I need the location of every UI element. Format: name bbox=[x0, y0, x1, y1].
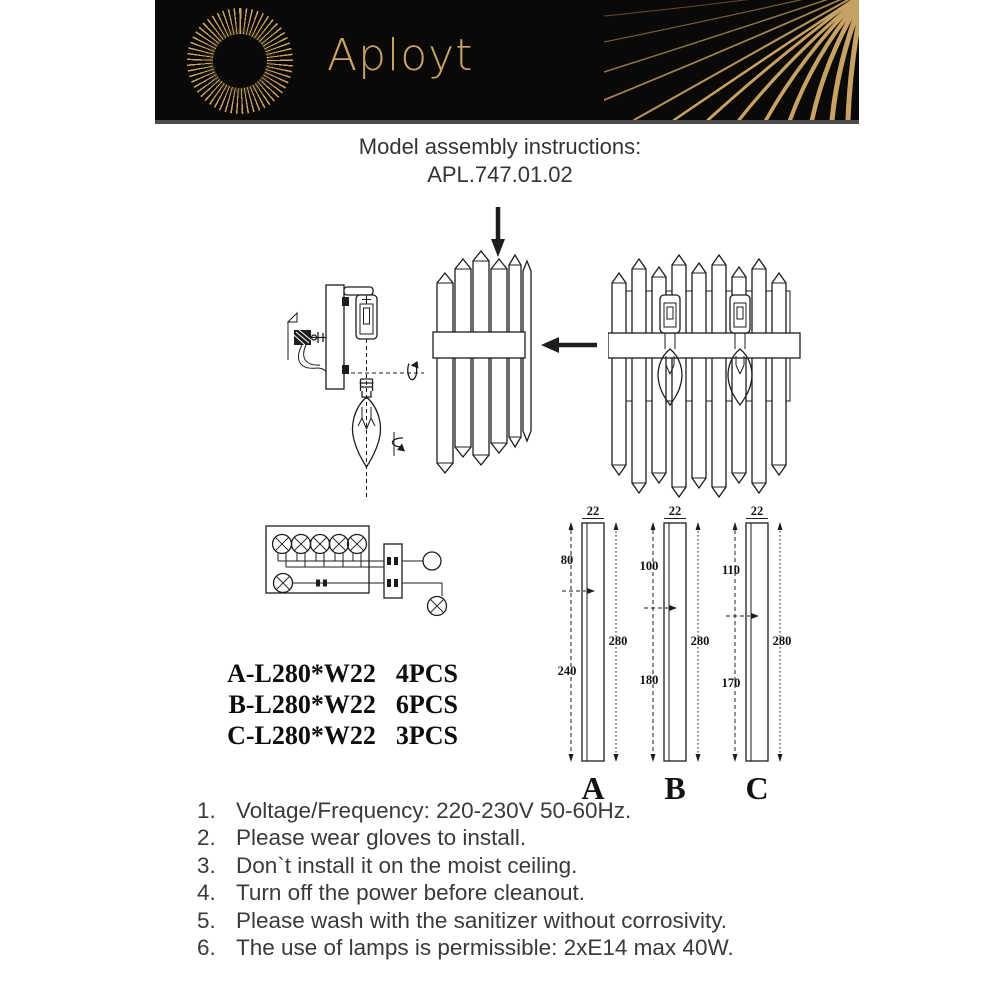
brand-banner bbox=[155, 0, 859, 124]
instructions-list bbox=[197, 797, 734, 961]
instruction-text: Turn off the power before cleanout. bbox=[236, 880, 585, 906]
part-qty: 3PCS bbox=[395, 721, 458, 750]
dim-upper: 110 bbox=[721, 563, 741, 577]
parts-list bbox=[178, 658, 458, 751]
instruction-item bbox=[197, 879, 734, 906]
dim-upper: 80 bbox=[560, 553, 574, 567]
dimension-diagram-c bbox=[718, 503, 802, 805]
assembled-fixture-drawing bbox=[608, 253, 808, 505]
part-row-a bbox=[178, 658, 458, 689]
part-qty: 4PCS bbox=[395, 659, 458, 688]
diagram-label: B bbox=[664, 770, 686, 805]
dim-length: 280 bbox=[772, 634, 792, 648]
dim-width: 22 bbox=[750, 504, 764, 518]
model-number: APL.747.01.02 bbox=[427, 162, 573, 187]
dimension-diagram-b bbox=[636, 503, 720, 805]
dim-length: 280 bbox=[690, 634, 710, 648]
dim-width: 22 bbox=[586, 504, 600, 518]
sunburst-logo-icon bbox=[187, 8, 293, 114]
page-title: Model assembly instructions: bbox=[358, 134, 642, 159]
crystal-shade-drawing bbox=[425, 205, 605, 505]
diagram-label: C bbox=[745, 770, 769, 805]
instruction-number: 6. bbox=[197, 935, 216, 961]
instruction-number: 5. bbox=[197, 907, 216, 933]
instruction-number: 3. bbox=[197, 852, 216, 878]
instruction-text: Please wear gloves to install. bbox=[236, 825, 527, 851]
title-block bbox=[0, 133, 1000, 189]
instruction-text: Voltage/Frequency: 220-230V 50-60Hz. bbox=[236, 798, 632, 823]
dim-lower: 170 bbox=[721, 676, 741, 690]
brand-name: Aployt bbox=[327, 30, 474, 81]
wall-mount-assembly-drawing bbox=[272, 266, 440, 498]
part-row-c bbox=[178, 720, 458, 751]
instruction-item bbox=[197, 907, 734, 934]
instruction-item bbox=[197, 824, 734, 851]
part-code: C-L280*W22 bbox=[227, 721, 376, 750]
instruction-text: Don`t install it on the moist ceiling. bbox=[236, 852, 578, 878]
part-code: A-L280*W22 bbox=[227, 659, 376, 688]
instruction-text: Please wash with the sanitizer without corrosivity. bbox=[236, 907, 728, 933]
dim-lower: 240 bbox=[557, 664, 577, 678]
dim-upper: 100 bbox=[639, 559, 659, 573]
diagram-label: A bbox=[581, 770, 605, 805]
instruction-text: The use of lamps is permissible: 2xE14 max 40W. bbox=[236, 935, 734, 961]
instruction-item bbox=[197, 852, 734, 879]
dimension-diagram-a bbox=[554, 503, 638, 805]
part-row-b bbox=[178, 689, 458, 720]
instruction-item bbox=[197, 934, 734, 961]
wiring-diagram bbox=[256, 514, 461, 624]
gold-rays-icon bbox=[604, 0, 859, 120]
instruction-number: 1. bbox=[197, 798, 216, 823]
dim-lower: 180 bbox=[639, 673, 659, 687]
part-code: B-L280*W22 bbox=[228, 690, 376, 719]
dim-length: 280 bbox=[608, 634, 628, 648]
dim-width: 22 bbox=[668, 504, 682, 518]
instruction-number: 4. bbox=[197, 880, 216, 906]
instruction-item bbox=[197, 797, 734, 824]
instruction-number: 2. bbox=[197, 825, 216, 851]
part-qty: 6PCS bbox=[395, 690, 458, 719]
